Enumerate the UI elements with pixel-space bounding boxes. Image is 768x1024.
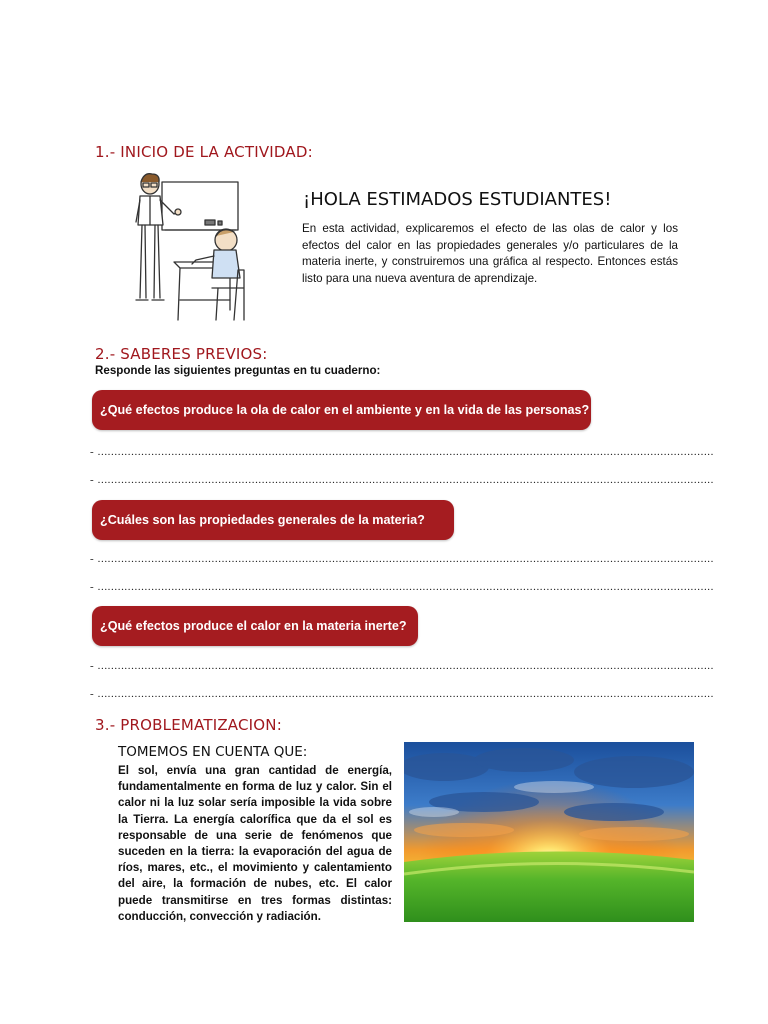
answer-line: - ........................................................................................................................................................................................ <box>90 474 715 486</box>
question-box-2 <box>92 500 454 540</box>
problematizacion-paragraph: El sol, envía una gran cantidad de energía, fundamentalmente en forma de luz y calor. Sin el calor ni la luz solar sería imposible la vida sobre la Tierra. La energía calorífica que da el sol es responsable de una serie de fenómenos que suceden en la tierra: la evaporación del agua de ríos, mares, etc., el movimiento y calentamiento del aire, la formación de nubes, etc. El calor puede transmitirse en tres formas distintas: conducción, convección y radiación. <box>118 764 392 923</box>
answer-line: - ........................................................................................................................................................................................ <box>90 581 715 593</box>
section-title-inicio: 1.- INICIO DE LA ACTIVIDAD: <box>95 143 313 161</box>
answer-line: - ........................................................................................................................................................................................ <box>90 660 715 672</box>
section-title-problematizacion: 3.- PROBLEMATIZACION: <box>95 716 282 734</box>
subtitle-tomemos: TOMEMOS EN CUENTA QUE: <box>118 744 308 760</box>
answer-line: - ........................................................................................................................................................................................ <box>90 688 715 700</box>
answer-line: - ........................................................................................................................................................................................ <box>90 553 715 565</box>
question-box-1 <box>92 390 591 430</box>
answer-line: - ........................................................................................................................................................................................ <box>90 446 715 458</box>
greeting-heading: ¡HOLA ESTIMADOS ESTUDIANTES! <box>303 189 612 210</box>
section-title-saberes: 2.- SABERES PREVIOS: <box>95 345 268 363</box>
sunrise-landscape-icon <box>404 742 694 922</box>
intro-paragraph: En esta actividad, explicaremos el efecto de las olas de calor y los efectos del calor en las propiedades generales y/o particulares de la materia inerte, y construiremos una gráfica al respecto. Entonces estás listo para una nueva aventura de aprendizaje. <box>302 222 678 285</box>
classroom-illustration <box>130 170 250 330</box>
teacher-student-icon <box>130 170 250 330</box>
question-box-3 <box>92 606 418 646</box>
sunrise-photo <box>404 742 694 922</box>
instruction-text: Responde las siguientes preguntas en tu cuaderno: <box>95 364 381 377</box>
question-text-3: ¿Qué efectos produce el calor en la materia inerte? <box>100 619 407 633</box>
question-text-1: ¿Qué efectos produce la ola de calor en el ambiente y en la vida de las personas? <box>100 403 590 417</box>
question-text-2: ¿Cuáles son las propiedades generales de la materia? <box>100 513 425 527</box>
